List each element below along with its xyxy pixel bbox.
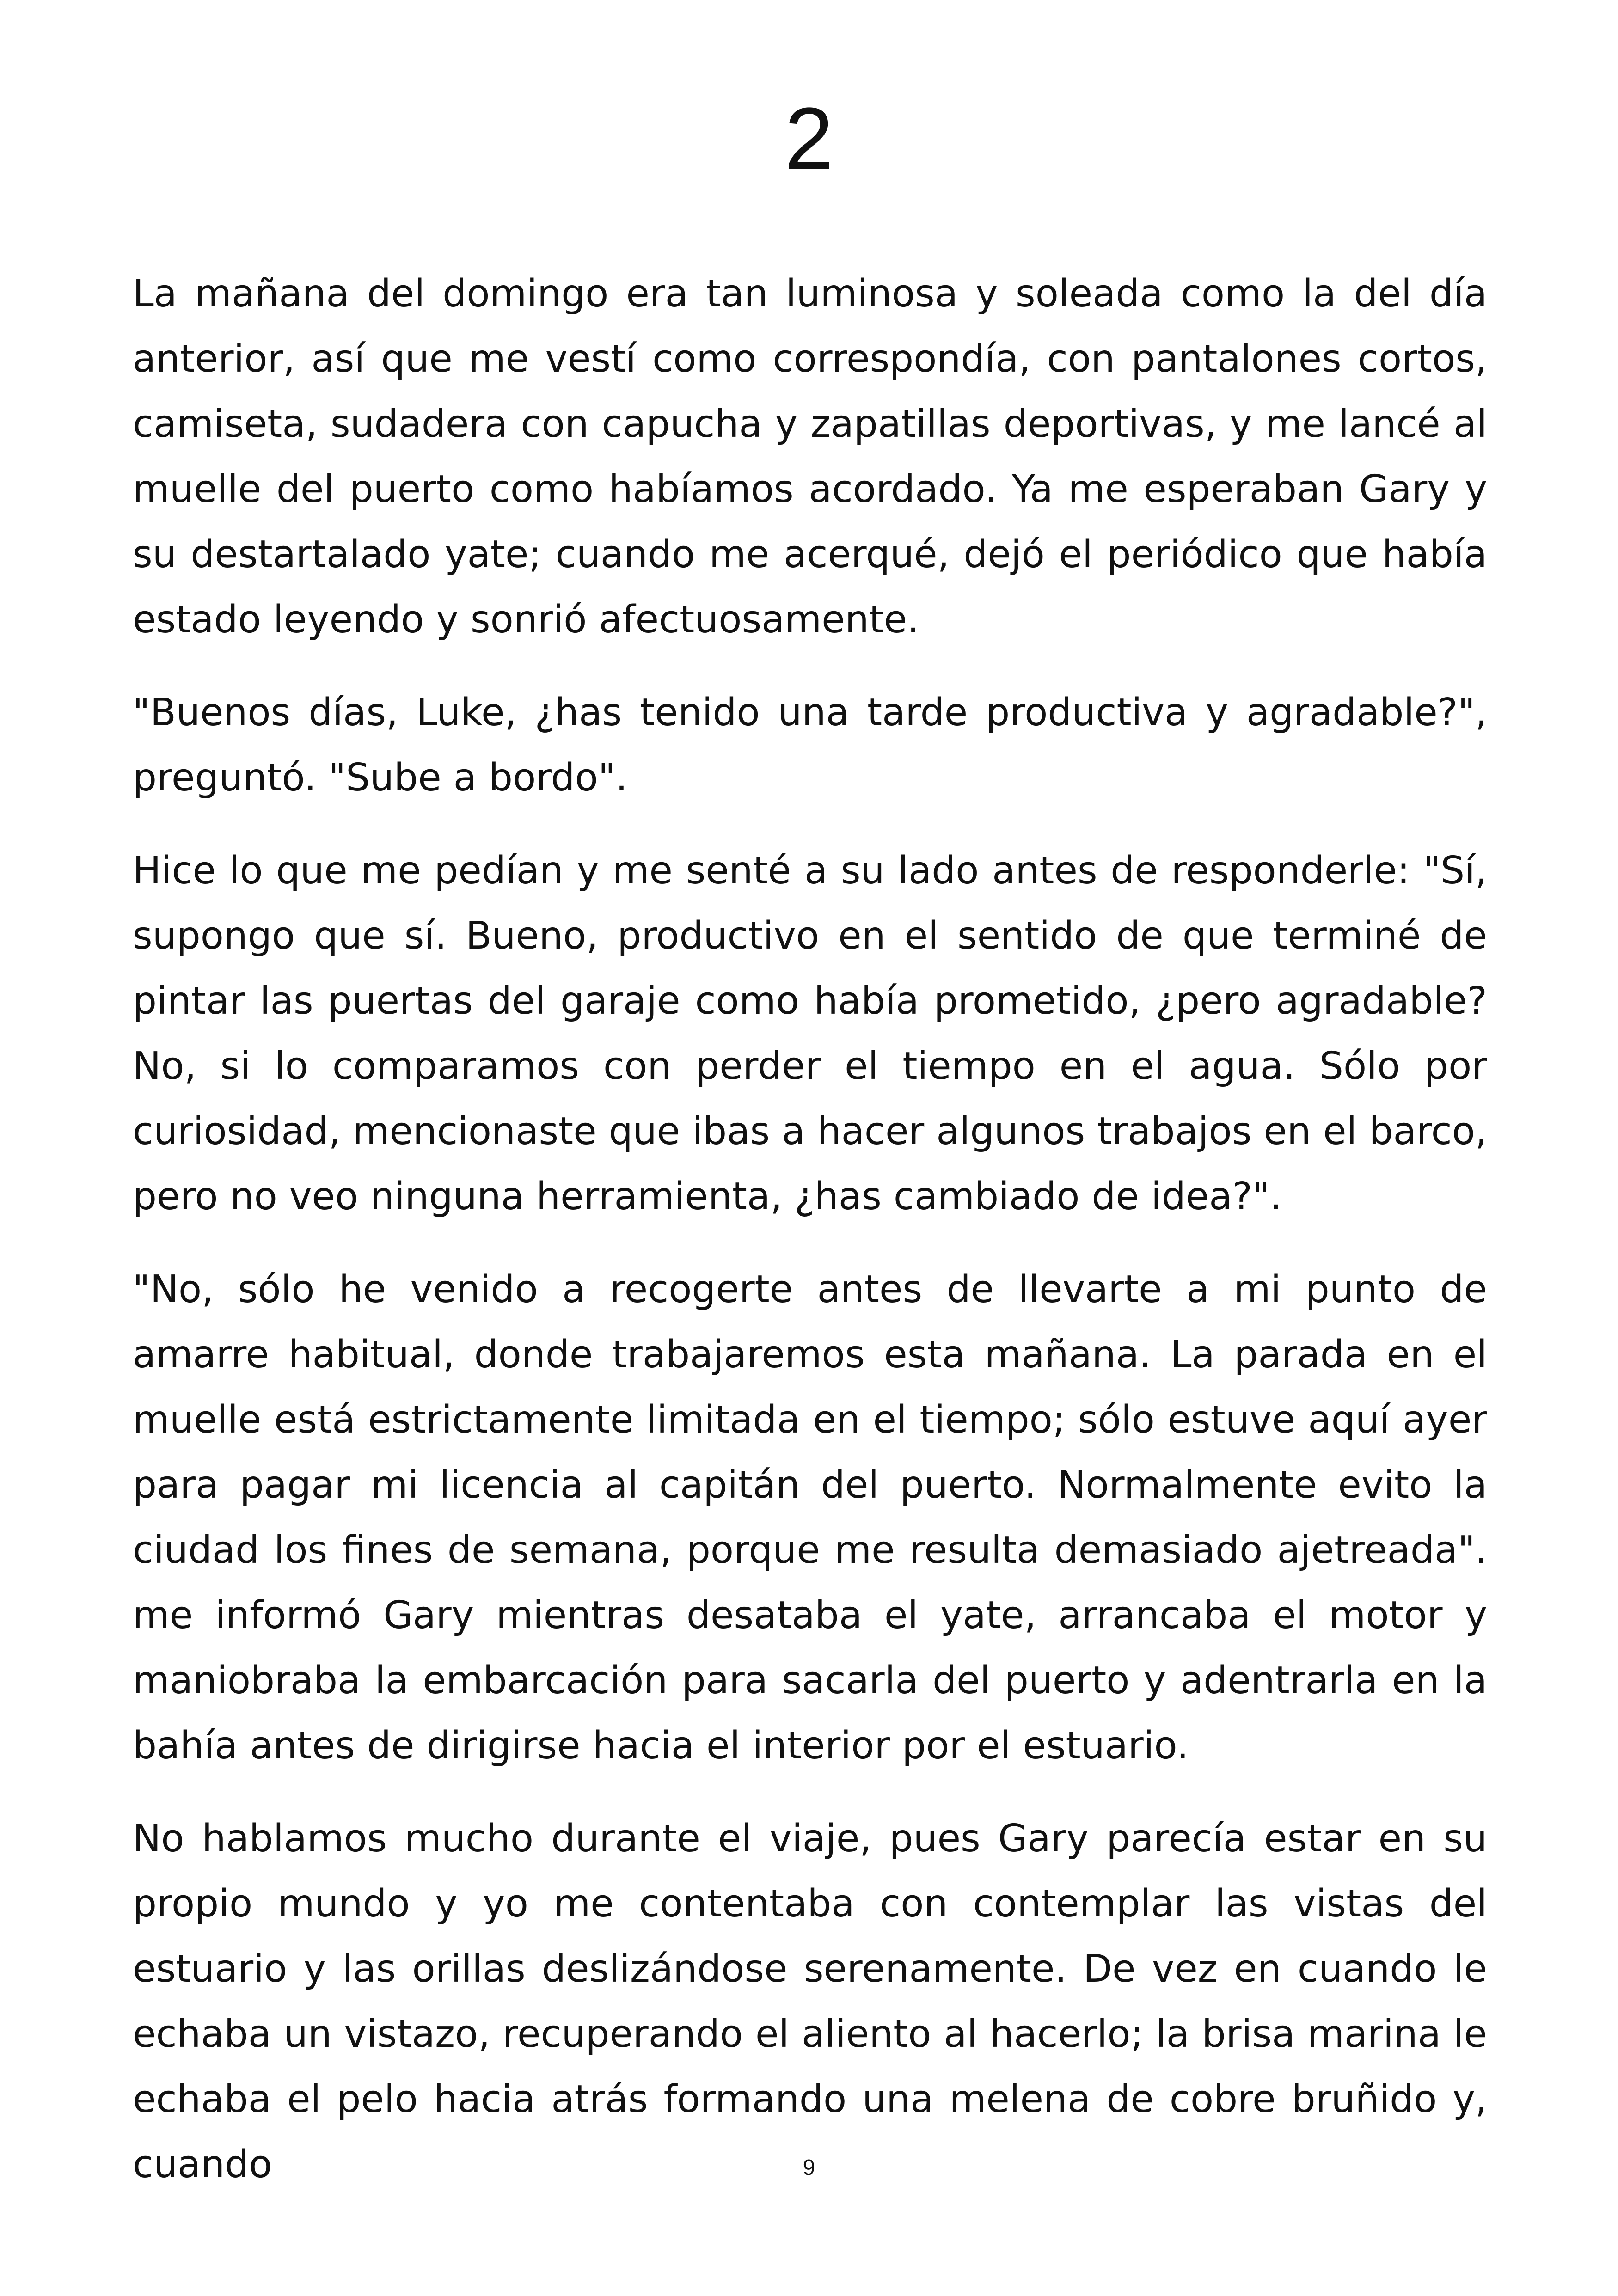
paragraph: No hablamos mucho durante el viaje, pues Gary parecía estar en su propio mundo y yo me contentaba con contemplar las vistas del estuario y las orillas deslizándose serenamente. De vez en cuando le echaba un vistazo, recuperando el aliento al hacerlo; la brisa marina le echaba el pelo hacia atrás formando una melena de cobre bruñido y, cuando	[133, 1817, 1487, 2186]
page-number: 9	[803, 2155, 815, 2180]
paragraph: "Buenos días, Luke, ¿has tenido una tarde productiva y agradable?", preguntó. "Sube a bordo".	[133, 691, 1487, 800]
paragraph: "No, sólo he venido a recogerte antes de llevarte a mi punto de amarre habitual, donde trabajaremos esta mañana. La parada en el muelle está estrictamente limitada en el tiempo; sólo estuve aquí ayer para pagar mi licencia al capitán del puerto. Normalmente evito la ciudad los fines de semana, porque me resulta demasiado ajetreada". me informó Gary mientras desataba el yate, arrancaba el motor y maniobraba la embarcación para sacarla del puerto y adentrarla en la bahía antes de dirigirse hacia el interior por el estuario.	[133, 1267, 1487, 1768]
chapter-body	[133, 261, 1487, 2225]
chapter-number: 2	[784, 90, 834, 188]
paragraph: Hice lo que me pedían y me senté a su lado antes de responderle: "Sí, supongo que sí. Bueno, productivo en el sentido de que terminé de pintar las puertas del garaje como había prometido, ¿pero agradable? No, si lo comparamos con perder el tiempo en el agua. Sólo por curiosidad, mencionaste que ibas a hacer algunos trabajos en el barco, pero no veo ninguna herramienta, ¿has cambiado de idea?".	[133, 849, 1487, 1218]
paragraph: La mañana del domingo era tan luminosa y soleada como la del día anterior, así que me vestí como correspondía, con pantalones cortos, camiseta, sudadera con capucha y zapatillas deportivas, y me lancé al muelle del puerto como habíamos acordado. Ya me esperaban Gary y su destartalado yate; cuando me acerqué, dejó el periódico que había estado leyendo y sonrió afectuosamente.	[133, 272, 1487, 642]
